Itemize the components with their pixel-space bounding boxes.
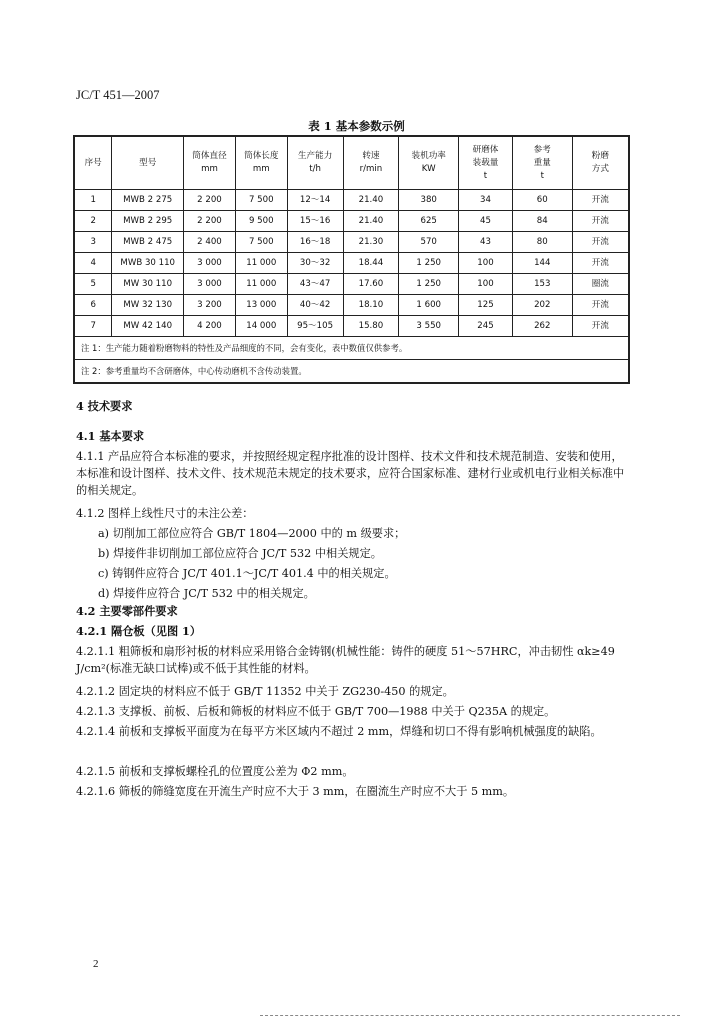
table-cell: 3	[74, 232, 112, 253]
clause-paragraph: 4.2.1.6 筛板的筛缝宽度在开流生产时应不大于 3 mm，在圈流生产时应不大于 5 mm。	[76, 785, 515, 798]
table-caption: 表 1 基本参数示例	[308, 119, 405, 133]
table-cell: MWB 2 475	[112, 232, 184, 253]
header-cell-grinding-mode: 粉磨 方式	[572, 136, 629, 190]
table-row	[74, 232, 629, 253]
table-cell: 4	[74, 253, 112, 274]
table-cell: 100	[459, 253, 513, 274]
table-header-row	[74, 136, 629, 190]
table-cell: 202	[512, 295, 572, 316]
section-heading: 4.1 基本要求	[76, 429, 145, 443]
table-cell: 3 000	[184, 274, 236, 295]
table-cell: 153	[512, 274, 572, 295]
table-cell: MWB 2 275	[112, 190, 184, 211]
table-cell: 15.80	[343, 316, 399, 337]
table-cell: 21.30	[343, 232, 399, 253]
table-cell: 2 400	[184, 232, 236, 253]
header-cell-weight: 参考 重量 t	[512, 136, 572, 190]
table-cell: 21.40	[343, 190, 399, 211]
header-cell-power: 装机功率 KW	[399, 136, 459, 190]
clause-paragraph: 4.2.1.5 前板和支撑板螺栓孔的位置度公差为 Φ2 mm。	[76, 765, 354, 778]
clause-paragraph: 4.2.1.1 粗筛板和扇形衬板的材料应采用铬合金铸钢(机械性能：铸件的硬度 51～57HRC，冲击韧性 αk≥49 J/cm²(标准无缺口试棒)或不低于其性能的材料。	[76, 645, 615, 675]
table-cell: 43～47	[287, 274, 343, 295]
list-item: b) 焊接件非切削加工部位应符合 JC/T 532 中相关规定。	[98, 547, 382, 560]
table-cell: 3 200	[184, 295, 236, 316]
table-note: 注 2：参考重量均不含研磨体，中心传动磨机不含传动装置。	[74, 360, 629, 384]
section-heading: 4.2.1 隔仓板（见图 1）	[76, 624, 202, 638]
table-cell: MW 32 130	[112, 295, 184, 316]
table-cell: 开流	[572, 232, 629, 253]
table-cell: 84	[512, 211, 572, 232]
table-cell: MWB 30 110	[112, 253, 184, 274]
table-cell: 11 000	[235, 253, 287, 274]
table-cell: 7	[74, 316, 112, 337]
table-cell: MWB 2 295	[112, 211, 184, 232]
table-note-row	[74, 337, 629, 360]
table-cell: 570	[399, 232, 459, 253]
table-cell: 60	[512, 190, 572, 211]
header-cell-capacity: 生产能力 t/h	[287, 136, 343, 190]
list-item: a) 切削加工部位应符合 GB/T 1804—2000 中的 m 级要求；	[98, 527, 406, 540]
list-item: c) 铸钢件应符合 JC/T 401.1～JC/T 401.4 中的相关规定。	[98, 567, 396, 580]
table-cell: 1 250	[399, 253, 459, 274]
table-cell: 17.60	[343, 274, 399, 295]
header-cell-seq: 序号	[74, 136, 112, 190]
clause-paragraph: 4.2.1.3 支撑板、前板、后板和筛板的材料应不低于 GB/T 700—1988 中关于 Q235A 的规定。	[76, 705, 556, 718]
table-cell: 95～105	[287, 316, 343, 337]
clause-paragraph: 4.2.1.4 前板和支撑板平面度为在每平方米区域内不超过 2 mm，焊缝和切口不得有影响机械强度的缺陷。	[76, 725, 602, 738]
table-cell: 圈流	[572, 274, 629, 295]
table-cell: 7 500	[235, 190, 287, 211]
table-cell: 18.10	[343, 295, 399, 316]
table-row	[74, 253, 629, 274]
table-cell: 262	[512, 316, 572, 337]
table-cell: 1 600	[399, 295, 459, 316]
table-cell: 16～18	[287, 232, 343, 253]
table-cell: 21.40	[343, 211, 399, 232]
table-cell: 125	[459, 295, 513, 316]
table-cell: 12～14	[287, 190, 343, 211]
table-note: 注 1：生产能力随着粉磨物料的特性及产品细度的不同，会有变化，表中数值仅供参考。	[74, 337, 629, 360]
table-cell: 45	[459, 211, 513, 232]
table-cell: 2 200	[184, 211, 236, 232]
table-cell: 30～32	[287, 253, 343, 274]
table-cell: 144	[512, 253, 572, 274]
table-cell: 1 250	[399, 274, 459, 295]
table-cell: 开流	[572, 295, 629, 316]
table-row	[74, 295, 629, 316]
table-cell: 5	[74, 274, 112, 295]
table-cell: 7 500	[235, 232, 287, 253]
table-cell: 1	[74, 190, 112, 211]
table-cell: 开流	[572, 190, 629, 211]
scan-artifact-line	[260, 1015, 680, 1016]
table-cell: 625	[399, 211, 459, 232]
table-cell: 开流	[572, 211, 629, 232]
table-cell: 4 200	[184, 316, 236, 337]
clause-paragraph: 4.1.1 产品应符合本标准的要求，并按照经规定程序批准的设计图样、技术文件和技术规范制造、安装和使用，本标准和设计图样、技术文件、技术规范未规定的技术要求，应符合国家标准、建材行业或机电行业相关标准中的相关规定。	[76, 450, 625, 497]
clause-paragraph: 4.2.1.2 固定块的材料应不低于 GB/T 11352 中关于 ZG230-450 的规定。	[76, 685, 454, 698]
table-cell: 18.44	[343, 253, 399, 274]
table-cell: 3 550	[399, 316, 459, 337]
table-cell: 9 500	[235, 211, 287, 232]
table-cell: 15～16	[287, 211, 343, 232]
document-code: JC/T 451—2007	[76, 88, 160, 102]
table-cell: 开流	[572, 316, 629, 337]
table-cell: 3 000	[184, 253, 236, 274]
header-cell-length: 筒体长度 mm	[235, 136, 287, 190]
table-cell: 2	[74, 211, 112, 232]
parameter-table	[73, 135, 630, 384]
table-cell: 6	[74, 295, 112, 316]
table-cell: 40～42	[287, 295, 343, 316]
table-row	[74, 274, 629, 295]
section-heading: 4.2 主要零部件要求	[76, 604, 178, 618]
table-cell: 80	[512, 232, 572, 253]
table-cell: 100	[459, 274, 513, 295]
table-cell: 245	[459, 316, 513, 337]
table-cell: MW 30 110	[112, 274, 184, 295]
table-row	[74, 190, 629, 211]
table-row	[74, 211, 629, 232]
table-cell: MW 42 140	[112, 316, 184, 337]
table-cell: 2 200	[184, 190, 236, 211]
section-heading: 4 技术要求	[76, 399, 133, 413]
table-cell: 380	[399, 190, 459, 211]
header-cell-diameter: 筒体直径 mm	[184, 136, 236, 190]
list-item: d) 焊接件应符合 JC/T 532 中的相关规定。	[98, 587, 315, 600]
table-cell: 34	[459, 190, 513, 211]
header-cell-speed: 转速 r/min	[343, 136, 399, 190]
table-cell: 43	[459, 232, 513, 253]
page-number: 2	[93, 958, 99, 970]
table-cell: 开流	[572, 253, 629, 274]
table-cell: 14 000	[235, 316, 287, 337]
header-cell-media-load: 研磨体 装载量 t	[459, 136, 513, 190]
header-cell-model: 型号	[112, 136, 184, 190]
table-cell: 13 000	[235, 295, 287, 316]
table-note-row	[74, 360, 629, 384]
clause-paragraph: 4.1.2 图样上线性尺寸的未注公差：	[76, 507, 254, 520]
table-cell: 11 000	[235, 274, 287, 295]
table-row	[74, 316, 629, 337]
